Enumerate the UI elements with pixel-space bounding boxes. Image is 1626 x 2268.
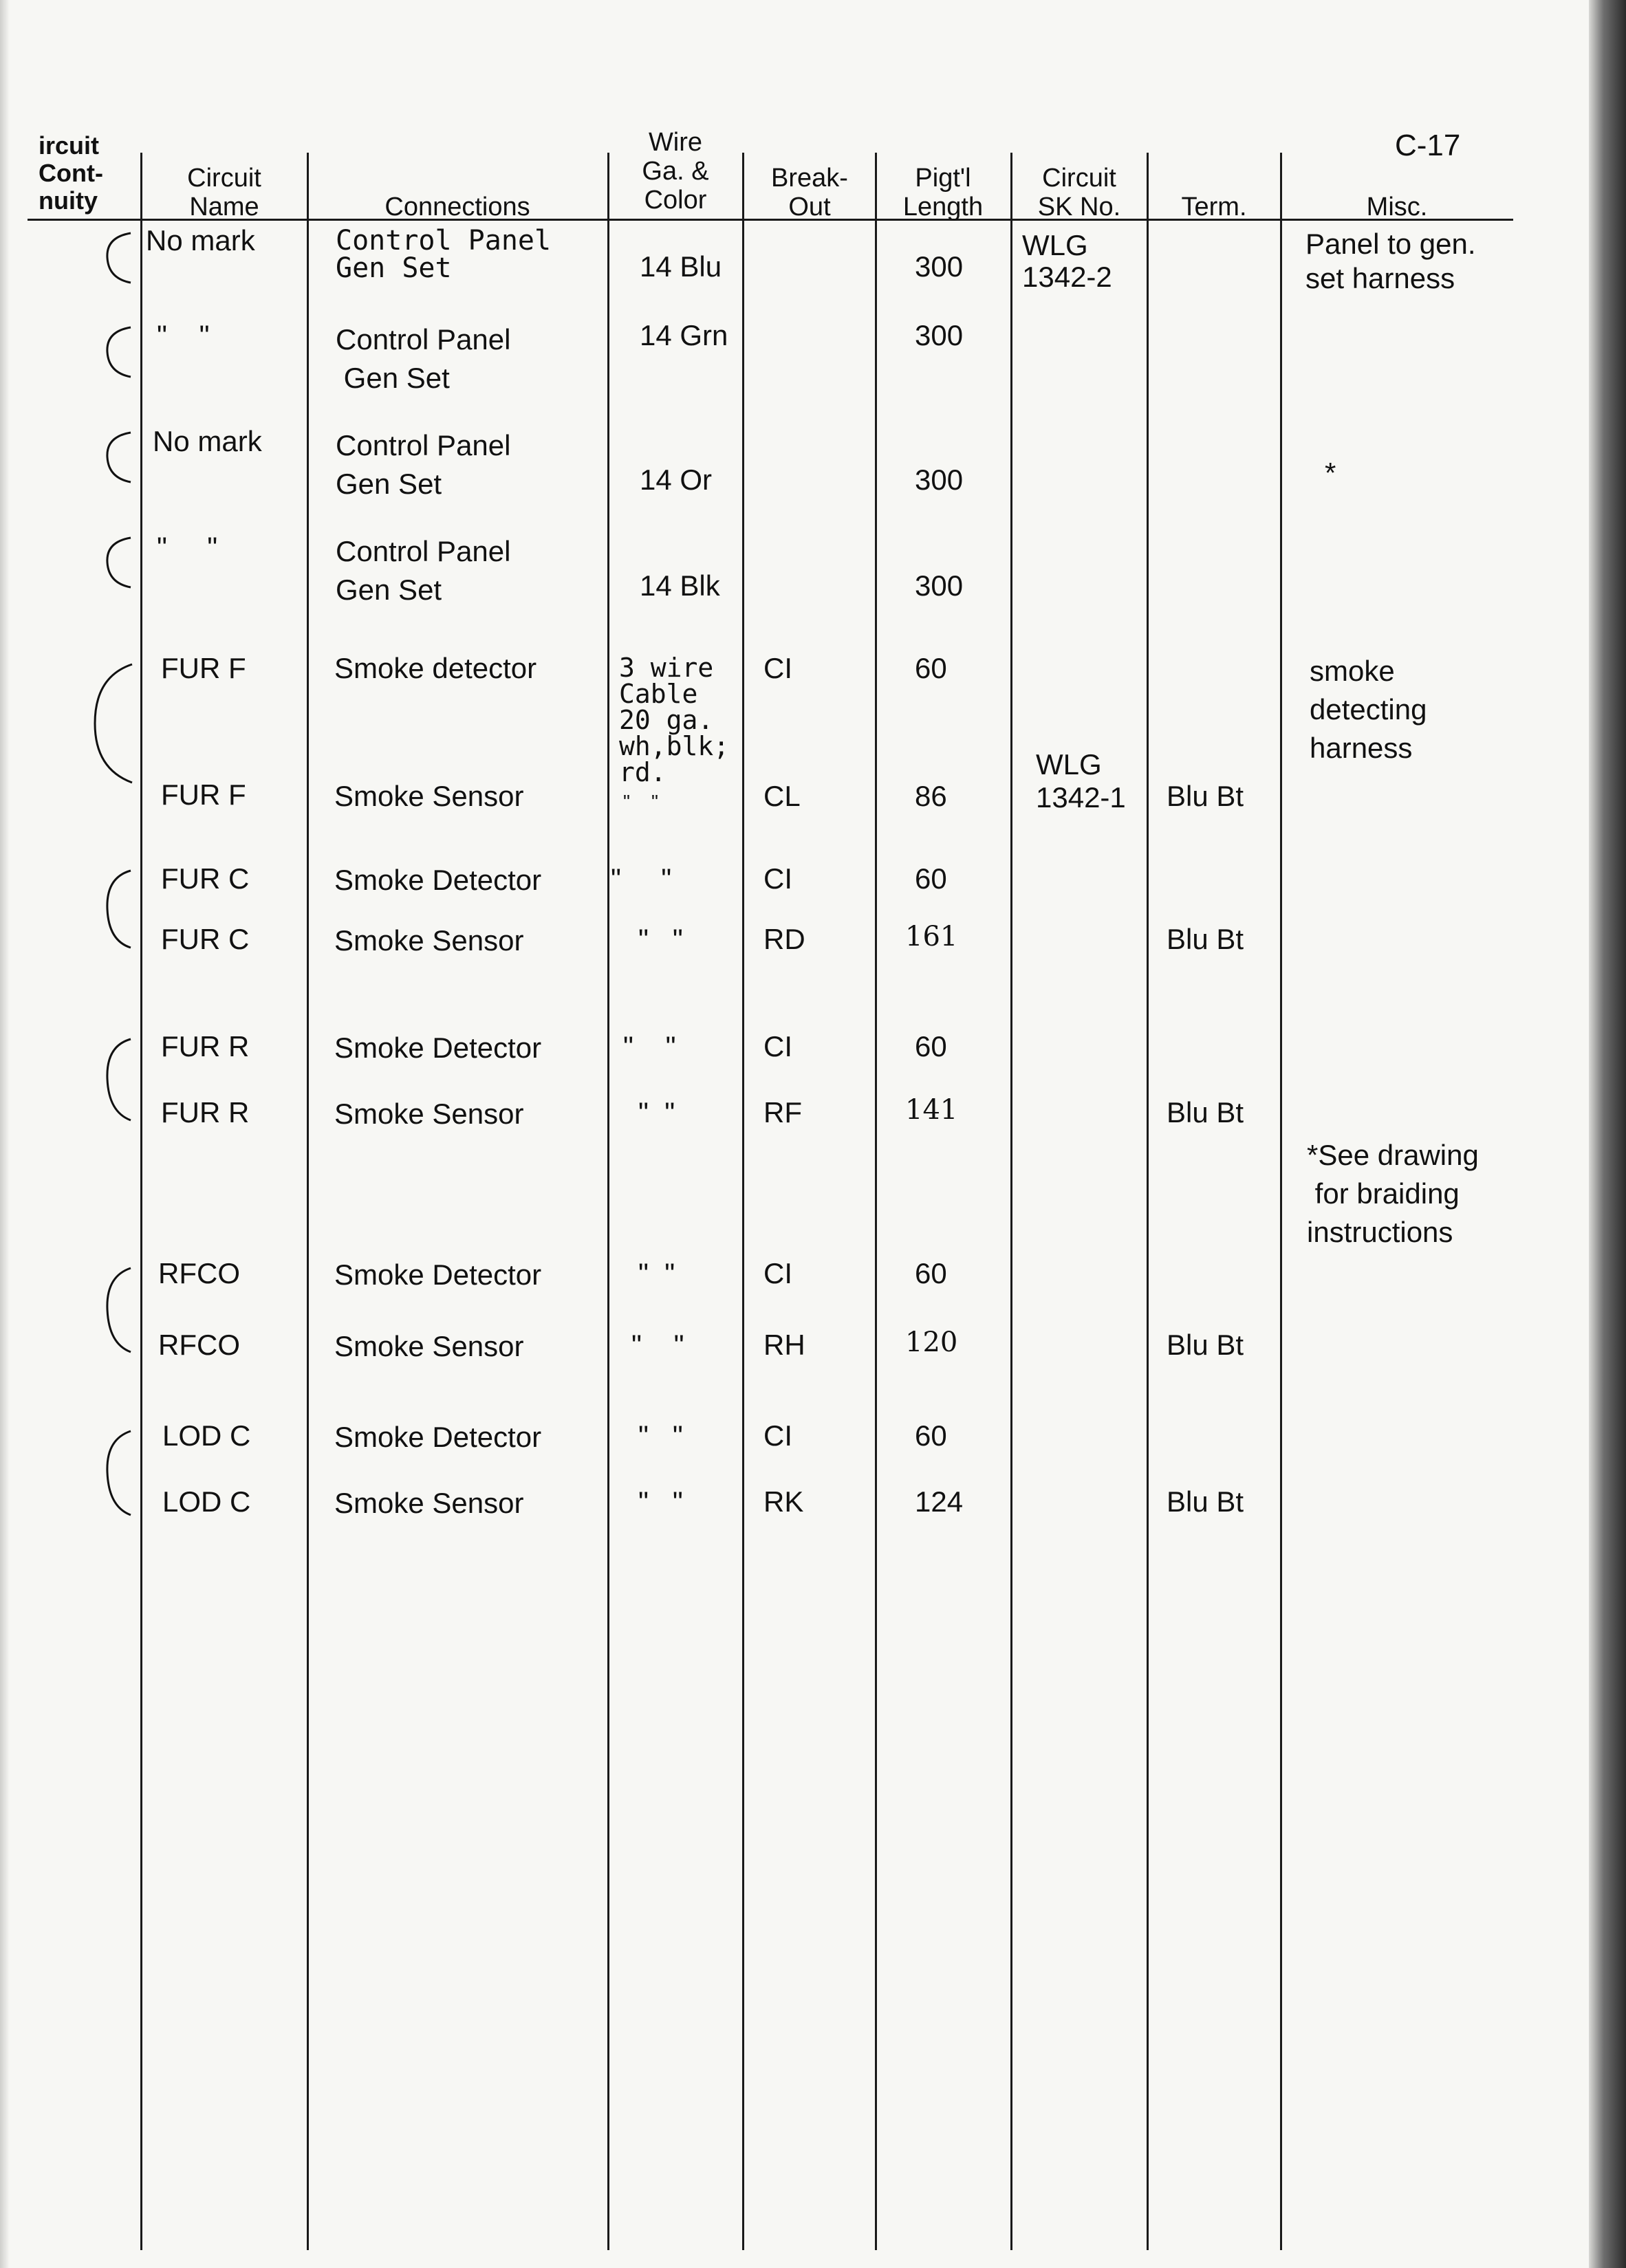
circuit-name: RFCO	[158, 1329, 240, 1361]
wire-gauge-color: " "	[638, 1257, 675, 1289]
wire-gauge-color: " "	[638, 1419, 683, 1452]
connection: Smoke Detector	[334, 864, 542, 896]
breakout: CI	[763, 862, 792, 895]
terminal: Blu Bt	[1167, 780, 1244, 812]
wire-gauge-color: 14 Grn	[640, 319, 728, 351]
page-edge-right	[1589, 0, 1626, 2268]
circuit-name: FUR F	[161, 652, 246, 684]
wire-gauge-color: 3 wire Cable 20 ga. wh,blk; rd.	[619, 653, 730, 787]
circuit-name: " "	[157, 531, 218, 563]
circuit-name: FUR R	[161, 1030, 250, 1062]
breakout: CI	[763, 652, 792, 684]
pigtail-length: 300	[915, 464, 964, 496]
wire-gauge-color: " "	[638, 923, 683, 955]
continuity-bracket	[96, 535, 138, 590]
misc-note: *	[1325, 457, 1336, 489]
column-divider	[607, 153, 609, 2250]
wire-gauge-color: " "	[623, 791, 658, 812]
breakout: RD	[763, 923, 805, 955]
pigtail-length: 300	[915, 569, 964, 602]
misc-note: Panel to gen. set harness	[1305, 228, 1476, 294]
page-number: C-17	[1395, 129, 1461, 162]
circuit-sk-no: WLG 1342-1	[1036, 748, 1126, 814]
pigtail-length: 60	[915, 862, 947, 895]
continuity-bracket	[83, 660, 138, 787]
column-divider	[742, 153, 744, 2250]
circuit-name: RFCO	[158, 1257, 240, 1289]
connection: Control Panel Gen Set	[336, 429, 511, 500]
connection: Smoke Sensor	[334, 1487, 524, 1519]
breakout: CI	[763, 1030, 792, 1062]
pigtail-length: 124	[915, 1485, 964, 1518]
column-divider	[1010, 153, 1012, 2250]
connection: Smoke Sensor	[334, 1330, 524, 1362]
header-pigtail: Pigt'l Length	[902, 164, 984, 221]
pigtail-length: 141	[905, 1094, 958, 1126]
circuit-name: LOD C	[162, 1419, 251, 1452]
column-divider	[307, 153, 309, 2250]
continuity-bracket	[96, 230, 138, 285]
circuit-name: FUR C	[161, 923, 250, 955]
continuity-bracket	[96, 866, 138, 952]
column-divider	[1147, 153, 1149, 2250]
wire-gauge-color: " "	[611, 862, 672, 895]
connection: Smoke Sensor	[334, 924, 524, 957]
header-wire: Wire Ga. & Color	[642, 128, 709, 215]
column-divider	[1280, 153, 1282, 2250]
breakout: RH	[763, 1329, 805, 1361]
connection: Smoke Sensor	[334, 1098, 524, 1130]
pigtail-length: 60	[915, 1030, 947, 1062]
terminal: Blu Bt	[1167, 1096, 1244, 1128]
connection: Smoke Detector	[334, 1421, 542, 1453]
wire-gauge-color: 14 Blk	[640, 569, 720, 602]
column-divider	[140, 153, 142, 2250]
breakout: RF	[763, 1096, 802, 1128]
connection: Control Panel Gen Set	[336, 323, 511, 394]
connection: Smoke Detector	[334, 1258, 542, 1291]
continuity-bracket	[96, 325, 138, 380]
terminal: Blu Bt	[1167, 1485, 1244, 1518]
page-edge-left	[0, 0, 10, 2268]
header-connections: Connections	[384, 193, 530, 221]
pigtail-length: 300	[915, 250, 964, 283]
breakout: CL	[763, 780, 801, 812]
pigtail-length: 60	[915, 1419, 947, 1452]
header-continuity: ircuit Cont- nuity	[39, 131, 103, 215]
header-misc: Misc.	[1366, 193, 1428, 221]
circuit-name: LOD C	[162, 1485, 251, 1518]
circuit-name: No mark	[146, 224, 255, 257]
circuit-name: " "	[157, 319, 210, 351]
breakout: CI	[763, 1419, 792, 1452]
pigtail-length: 120	[905, 1327, 958, 1358]
pigtail-length: 300	[915, 319, 964, 351]
connection: Smoke detector	[334, 652, 537, 684]
connection: Control Panel Gen Set	[336, 225, 552, 284]
column-divider	[875, 153, 877, 2250]
wire-gauge-color: 14 Or	[640, 464, 713, 496]
pigtail-length: 161	[905, 921, 958, 952]
header-breakout: Break- Out	[771, 164, 848, 221]
header-circuit-name: Circuit Name	[187, 164, 261, 221]
circuit-name: FUR C	[161, 862, 250, 895]
breakout: CI	[763, 1257, 792, 1289]
pigtail-length: 86	[915, 780, 947, 812]
connection: Control Panel Gen Set	[336, 535, 511, 606]
terminal: Blu Bt	[1167, 923, 1244, 955]
misc-note: *See drawing for braiding instructions	[1307, 1139, 1479, 1248]
terminal: Blu Bt	[1167, 1329, 1244, 1361]
pigtail-length: 60	[915, 1257, 947, 1289]
continuity-bracket	[96, 1035, 138, 1124]
continuity-bracket	[96, 430, 138, 485]
wire-gauge-color: 14 Blu	[640, 250, 722, 283]
wire-gauge-color: " "	[631, 1329, 684, 1361]
wire-gauge-color: " "	[638, 1485, 683, 1518]
circuit-name: No mark	[153, 425, 262, 457]
misc-note: smoke detecting harness	[1310, 655, 1427, 764]
connection: Smoke Detector	[334, 1032, 542, 1064]
wire-gauge-color: " "	[623, 1030, 676, 1062]
continuity-bracket	[96, 1264, 138, 1357]
header-term: Term.	[1181, 193, 1247, 221]
breakout: RK	[763, 1485, 804, 1518]
header-sk-no: Circuit SK No.	[1037, 164, 1121, 221]
wire-gauge-color: " "	[638, 1096, 675, 1128]
connection: Smoke Sensor	[334, 780, 524, 812]
pigtail-length: 60	[915, 652, 947, 684]
circuit-name: FUR R	[161, 1096, 250, 1128]
circuit-sk-no: WLG 1342-2	[1022, 229, 1112, 293]
continuity-bracket	[96, 1427, 138, 1520]
circuit-name: FUR F	[161, 778, 246, 811]
